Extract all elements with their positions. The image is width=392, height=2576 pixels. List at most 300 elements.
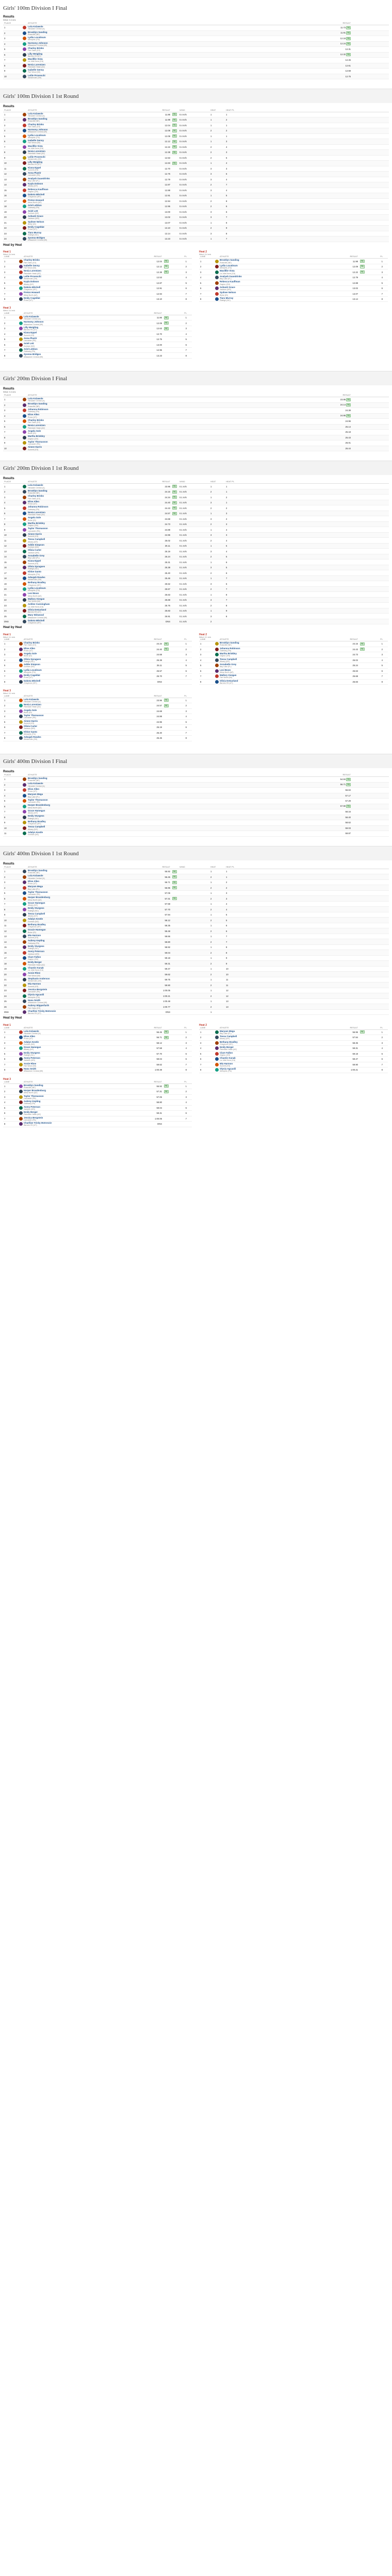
athlete-name-link[interactable]: Avery Peterson <box>28 950 45 953</box>
athlete-name-link[interactable]: Olyvia Agcaoili <box>28 993 44 996</box>
heat-row <box>3 725 192 731</box>
athlete-name-link[interactable]: Clare Fallon <box>220 1051 233 1054</box>
athlete-name-link[interactable]: Johanna Robinson <box>220 647 240 650</box>
athlete-name-link[interactable]: Aubrey Wipperfurth <box>28 1004 50 1007</box>
athlete-name-link[interactable]: Anna Plastir <box>28 172 41 174</box>
result-row <box>3 221 389 226</box>
athlete-name-link[interactable]: Adeajah Rowles <box>28 575 45 579</box>
athlete-name-link[interactable]: Aimee Harris <box>24 719 38 722</box>
athlete-name-link[interactable]: Hana Smith <box>28 998 41 1002</box>
wind-value: 0.4 m/s <box>179 205 187 208</box>
athlete-name-link[interactable]: Kayla Dobson <box>28 182 43 185</box>
athlete-name-link[interactable]: Zyonna Bridges <box>28 236 45 239</box>
athlete-name-link[interactable]: Lydia Locatinum <box>28 133 46 137</box>
athlete-name-link[interactable]: Martha Brinkley <box>28 521 45 524</box>
athlete-name-link[interactable]: Taylor Thomasson <box>28 798 48 801</box>
athlete-name-link[interactable]: Kiana Eppel <box>28 166 41 169</box>
wind-value: 0.1 m/s <box>179 512 187 515</box>
athlete-name-link[interactable]: Isabelle Genny <box>28 69 44 72</box>
results-table <box>3 484 389 624</box>
athlete-name-link[interactable]: Lola Kolawole <box>28 782 43 785</box>
athlete-name-link[interactable]: Jessica Bergstein <box>28 988 47 991</box>
result-time: 58.12 <box>156 1041 162 1044</box>
col-lane: LANE <box>4 311 10 314</box>
athlete-name-link[interactable]: Charllize Trinity McKenzie <box>28 1009 56 1012</box>
heat-value: 2 <box>210 490 212 494</box>
result-time: 12.68 <box>345 70 351 73</box>
athlete-name-link[interactable]: Adeajah Rowles <box>24 736 41 739</box>
athlete-name-link[interactable]: Tiara Murray <box>28 231 42 234</box>
athlete-name-link[interactable]: Taylor Thomasson <box>28 890 48 893</box>
result-time: 12.63 <box>165 162 170 165</box>
athlete-name-link[interactable]: Kiana Eppel <box>28 560 41 563</box>
athlete-cell <box>220 1046 328 1051</box>
athlete-name-link[interactable]: Olivia Spragues <box>24 657 41 660</box>
athlete-name-link[interactable]: Leilie Provenchi <box>24 275 41 278</box>
athlete-name-link[interactable]: Olivia Spragues <box>28 565 45 568</box>
team-logo-icon <box>19 1036 23 1039</box>
athlete-name-link[interactable]: Brooklyn Sanding <box>28 117 47 120</box>
result-time: 26.44 <box>345 447 351 450</box>
heat-place-value: 2 <box>226 506 227 510</box>
athlete-cell <box>28 177 136 182</box>
athlete-name-link[interactable]: Elise Allen <box>28 787 40 790</box>
athlete-name-link[interactable]: Elise Allen <box>24 1035 36 1038</box>
result-time: 12.91 <box>165 194 170 197</box>
lane-value: 2 <box>200 265 202 268</box>
athlete-team: Fair Oaks (CO) <box>28 497 41 500</box>
athlete-name-link[interactable]: Brooklyn Sanding <box>28 776 47 779</box>
athlete-name-link[interactable]: Anna Plastir <box>24 336 37 340</box>
lane-value: 3 <box>200 653 202 656</box>
athlete-name-link[interactable]: Johanna Robinson <box>28 505 48 509</box>
athlete-name-link[interactable]: Adalyn Kestle <box>24 1040 39 1043</box>
place-value: 15 <box>4 946 7 949</box>
lane-value: 7 <box>200 292 202 295</box>
athlete-name-link[interactable]: Mavilllie Vista <box>28 58 43 61</box>
athlete-name-link[interactable]: Chastin Kunak <box>28 966 44 969</box>
event-title: Girls' 200m Division I Final <box>0 371 392 385</box>
results-table <box>3 25 389 79</box>
athlete-name-link[interactable]: Kiana Eppel <box>24 331 37 334</box>
place-value: 26 <box>4 1005 7 1008</box>
athlete-name-link[interactable]: Emily Cogeldat <box>24 674 40 677</box>
athlete-cell <box>220 663 328 668</box>
team-logo-icon <box>19 286 23 290</box>
athlete-name-link[interactable]: Harmony Johnson <box>24 320 44 324</box>
team-logo-cell <box>18 648 24 651</box>
athlete-name-link[interactable]: Emily Berger <box>220 1046 234 1049</box>
athlete-name-link[interactable]: Dakota Mitchell <box>28 619 45 622</box>
result-time: 56.45 <box>156 1030 162 1033</box>
athlete-name-link[interactable]: Emily Sturgess <box>28 944 44 947</box>
result-time: 25.70 <box>156 675 162 678</box>
athlete-cell <box>28 815 136 820</box>
athlete-name-link[interactable]: Elise Allen <box>28 879 40 883</box>
athlete-name-link[interactable]: Dakota Mitchell <box>28 193 45 196</box>
athlete-name-link[interactable]: Bethany Bradley <box>28 581 46 584</box>
athlete-name-link[interactable]: Isabelle Genny <box>24 264 40 267</box>
athlete-name-link[interactable]: Charllize Trinity McKenzie <box>24 1122 52 1125</box>
result-value <box>136 409 353 412</box>
athlete-name-link[interactable]: Nevia Lorentzen <box>24 703 41 706</box>
athlete-name-link[interactable]: Mallory Keegan <box>28 597 45 600</box>
pb-cell <box>360 648 367 651</box>
athlete-name-link[interactable]: Avery Peterson <box>24 1057 41 1060</box>
athlete-name-link[interactable]: Leilie Provenchi <box>28 74 45 77</box>
pb-cell <box>172 162 179 165</box>
col-athlete: ATHLETE <box>24 1026 33 1029</box>
pb-cell <box>172 875 179 878</box>
result-time: 24.34 <box>156 642 162 646</box>
heat-value: 1 <box>210 946 212 949</box>
athlete-name-link[interactable]: Chastin Kunak <box>220 1057 236 1060</box>
wind-value: 0.4 m/s <box>179 210 187 213</box>
team-logo-icon <box>215 653 219 656</box>
team-logo-cell <box>21 436 28 439</box>
athlete-name-link[interactable]: Tiara Murray <box>220 296 234 299</box>
athlete-team: Hinsdale Central (IL) <box>24 1032 41 1035</box>
lane-value: 7 <box>4 675 6 678</box>
athlete-cell <box>28 777 136 782</box>
athlete-name-link[interactable]: Aimee Harris <box>28 532 42 535</box>
athlete-name-link[interactable]: Lilly Weigling <box>24 326 39 329</box>
athlete-name-link[interactable]: Rebecca Kauffman <box>28 188 48 191</box>
team-logo-icon <box>23 150 26 154</box>
athlete-name-link[interactable]: Lilly Weigling <box>28 52 43 55</box>
athlete-name-link[interactable]: Dakota Mitchell <box>24 285 41 289</box>
athlete-name-link[interactable]: Angela Sole <box>24 708 37 711</box>
athlete-name-link[interactable]: Isabelle Genny <box>28 139 44 142</box>
athlete-name-link[interactable]: Preton Howard <box>28 198 44 201</box>
result-time: 24.96 <box>156 720 162 723</box>
athlete-name-link[interactable]: Aubrey Kepling <box>28 939 45 942</box>
team-logo-icon <box>19 1030 23 1034</box>
athlete-name-link[interactable]: Aimee Harris <box>28 446 42 449</box>
lane-value: 2 <box>4 648 6 651</box>
athlete-name-link[interactable]: Rebecca Kauffman <box>220 280 240 283</box>
athlete-name-link[interactable]: Emily Sturgess <box>24 1051 40 1054</box>
athlete-name-link[interactable]: Brooklyn Sanding <box>220 259 239 262</box>
athlete-name-link[interactable]: Mia Harmon <box>28 934 41 937</box>
athlete-name-link[interactable]: Johanna Robinson <box>28 408 48 411</box>
athlete-team: La Jolla Nova (CA) <box>220 272 236 275</box>
athlete-name-link[interactable]: Nevia Lorentzen <box>28 511 45 514</box>
athlete-name-link[interactable]: Mavilllie Vista <box>220 269 235 273</box>
athlete-name-link[interactable]: Adalyn Kestle <box>28 831 43 834</box>
athlete-name-link[interactable]: Brooklyn Sanding <box>28 30 47 33</box>
athlete-name-link[interactable]: Nevia Lorentzen <box>24 269 41 273</box>
athlete-name-link[interactable]: Lexi Boon <box>28 592 39 595</box>
athlete-name-link[interactable]: Olivia DeGarland <box>220 679 238 682</box>
athlete-name-link[interactable]: Aviel Lett <box>28 209 38 212</box>
athlete-name-link[interactable]: Lydia Locatinum <box>28 36 46 39</box>
place-value: 3 <box>4 37 6 40</box>
place-value: 21 <box>4 593 7 596</box>
athlete-name-link[interactable]: Lola Kolawole <box>28 112 43 115</box>
athlete-name-link[interactable]: Aviel Lett <box>24 342 34 345</box>
athlete-name-link[interactable]: Khloe Ganto <box>28 570 42 573</box>
athlete-name-link[interactable]: Harmony Johnson <box>28 41 48 44</box>
pb-badge: PB <box>165 1090 168 1093</box>
athlete-name-link[interactable]: Zyonna Bridges <box>24 353 41 356</box>
athlete-name-link[interactable]: Harper Brandenburg <box>28 804 50 807</box>
athlete-name-link[interactable]: Charley Brinks <box>28 495 44 498</box>
athlete-team: Memphis (TN) <box>28 573 40 575</box>
result-time: 59.04 <box>156 1058 162 1061</box>
athlete-name-link[interactable]: Emily Berger <box>28 961 42 964</box>
athlete-name-link[interactable]: Ariel Lebhon <box>28 204 42 207</box>
athlete-name-link[interactable]: Maryam Mega <box>28 885 43 888</box>
athlete-name-link[interactable]: Mavilllie Vista <box>28 144 43 147</box>
athlete-name-link[interactable]: Annabelle Grey <box>28 554 45 557</box>
athlete-name-link[interactable]: Leilie Provenchi <box>28 155 45 158</box>
athlete-name-link[interactable]: Tessa Campbell <box>220 1035 237 1038</box>
col-lane: LANE <box>200 638 206 641</box>
athlete-name-link[interactable]: Nevia Lorentzen <box>28 150 45 152</box>
heat-place-value: 3 <box>185 653 187 656</box>
athlete-name-link[interactable]: Taylor Thomasson <box>28 527 48 530</box>
athlete-name-link[interactable]: Tessa Campbell <box>28 912 45 915</box>
heat-place-value: 5 <box>185 1106 187 1109</box>
athlete-name-link[interactable]: Hana Smith <box>24 1067 37 1071</box>
athlete-name-link[interactable]: Clare Fallon <box>28 955 41 958</box>
athlete-name-link[interactable]: Lydia Locatinum <box>24 668 42 671</box>
athlete-name-link[interactable]: Emily Berger <box>24 1111 38 1114</box>
pb-cell <box>164 1030 171 1033</box>
pb-badge: PB <box>347 778 350 781</box>
athlete-name-link[interactable]: Tessa Campbell <box>220 657 237 660</box>
pb-badge: PB <box>347 404 350 406</box>
athlete-name-link[interactable]: Preton Howard <box>24 291 40 294</box>
athlete-name-link[interactable]: Angela Sole <box>28 429 41 432</box>
athlete-name-link[interactable]: Charley Brinks <box>28 47 44 50</box>
athlete-name-link[interactable]: Grace Hamegan <box>28 901 45 904</box>
athlete-name-link[interactable]: Harper Brandenburg <box>28 896 50 899</box>
athlete-name-link[interactable]: Dakota Mitchell <box>24 679 41 682</box>
result-time: 57.70 <box>165 908 170 911</box>
athlete-name-link[interactable]: Grace Hamegan <box>24 1046 41 1049</box>
result-time: 25.02 <box>165 539 170 542</box>
athlete-name-link[interactable]: Charley Brinks <box>28 418 44 421</box>
athlete-name-link[interactable]: Harper Brandenburg <box>24 1089 46 1092</box>
athlete-team: Mesa North (AZ) <box>28 899 42 901</box>
athlete-name-link[interactable]: Brooklyn Sanding <box>28 869 47 872</box>
athlete-name-link[interactable]: Adalyn Kestle <box>28 918 43 921</box>
athlete-name-link[interactable]: Ashanti Grace <box>220 285 235 289</box>
athlete-name-link[interactable]: Lola Kolawole <box>24 698 39 701</box>
athlete-name-link[interactable]: Addie Simpson <box>24 663 40 666</box>
heat-place-value: 8 <box>226 604 227 607</box>
lane-value: 2 <box>4 1090 6 1093</box>
athlete-name-link[interactable]: Maryam Mega <box>220 1029 235 1032</box>
team-logo-cell <box>21 506 28 510</box>
athlete-name-link[interactable]: Angela Sole <box>24 652 37 655</box>
athlete-name-link[interactable]: Lola Kolawole <box>28 874 43 877</box>
athlete-name-link[interactable]: Brooklyn Sanding <box>24 1083 43 1087</box>
athlete-name-link[interactable]: Olivia DeGarland <box>28 608 46 611</box>
wind-value: 0.1 m/s <box>179 550 187 553</box>
athlete-name-link[interactable]: Grace Hamegan <box>28 809 45 812</box>
athlete-name-link[interactable]: Lydia Locatinum <box>220 264 238 267</box>
athlete-name-link[interactable]: Martha Brinkley <box>220 652 237 655</box>
athlete-name-link[interactable]: Annie Rhee <box>28 972 41 975</box>
athlete-name-link[interactable]: Mallory Keegan <box>220 674 237 677</box>
result-time: 11.98 <box>165 118 170 122</box>
athlete-name-link[interactable]: Avery Peterson <box>24 1105 41 1108</box>
athlete-name-link[interactable]: Bethany Bradley <box>28 820 46 823</box>
athlete-cell <box>28 226 136 231</box>
result-time: 24.96 <box>345 420 351 423</box>
col-result: RESULT <box>342 773 351 776</box>
wind-reading: Wind: 0.4 m/s <box>3 19 16 22</box>
result-time: 56.71 <box>165 881 170 884</box>
athlete-team: Summit (KS) <box>220 1064 231 1067</box>
athlete-name-link[interactable]: Aubrey Kepling <box>24 1100 41 1103</box>
athlete-name-link[interactable]: Taylor Thomasson <box>24 1094 44 1097</box>
athlete-name-link[interactable]: Mia Harmon <box>28 982 41 986</box>
heat-title: Heat 3 <box>3 307 11 310</box>
athlete-name-link[interactable]: Olivia Carter <box>28 549 42 552</box>
result-time: 13.23 <box>165 238 170 241</box>
heat-place-value: 3 <box>226 140 227 143</box>
result-time: 57.94 <box>165 913 170 917</box>
team-logo-cell <box>18 725 24 729</box>
athlete-name-link[interactable]: Taylor Thomasson <box>24 714 44 717</box>
athlete-name-link[interactable]: Gracie Hamegan <box>28 928 46 931</box>
athlete-name-link[interactable]: Sydnee Nelson <box>220 291 236 294</box>
athlete-name-link[interactable]: Tessa Campbell <box>28 825 45 828</box>
athlete-cell <box>28 1004 136 1009</box>
athlete-name-link[interactable]: Nevia Lorentzen <box>28 424 45 427</box>
athlete-name-link[interactable]: Nevia Lorentzen <box>28 63 45 66</box>
athlete-name-link[interactable]: Khloe Ganto <box>24 730 38 733</box>
athlete-name-link[interactable]: Lola Kolawole <box>28 25 43 28</box>
athlete-name-link[interactable]: Emily Sturgess <box>28 907 44 910</box>
team-logo-icon <box>23 447 26 450</box>
result-time: 12.61 <box>345 64 351 67</box>
result-time: 1:00.05 <box>155 1117 162 1120</box>
lane-value: 4 <box>4 276 6 279</box>
athlete-name-link[interactable]: Stephanie Anderson <box>28 977 50 980</box>
athlete-name-link[interactable]: Ariel Lebhon <box>24 347 38 350</box>
heat-place-value: 2 <box>185 321 187 325</box>
athlete-name-link[interactable]: Annabelle Grey <box>220 663 237 666</box>
athlete-name-link[interactable]: Sydnee Nelson <box>28 220 44 223</box>
athlete-name-link[interactable]: Brooklyn Sanding <box>220 641 239 645</box>
athlete-name-link[interactable]: Annie Rhee <box>24 1062 37 1065</box>
pb-badge: PB <box>165 260 168 262</box>
heat-row <box>199 291 388 297</box>
athlete-name-link[interactable]: Analyah Guandrinks <box>220 275 242 278</box>
athlete-name-link[interactable]: Lydia Locatinum <box>28 586 46 589</box>
team-logo-icon <box>23 156 26 160</box>
wind-value: 0.4 m/s <box>179 140 187 143</box>
athlete-name-link[interactable]: Analyah Guandrinks <box>28 177 50 180</box>
result-row <box>3 408 389 414</box>
athlete-name-link[interactable]: Elise Allen <box>28 413 40 416</box>
athlete-name-link[interactable]: Charley Brinks <box>28 123 44 126</box>
athlete-name-link[interactable]: Taylor Thomasson <box>28 440 48 443</box>
athlete-name-link[interactable]: Emily Sturgess <box>28 815 44 818</box>
athlete-team: Boise (ID) <box>28 223 36 225</box>
result-value <box>136 42 353 45</box>
athlete-name-link[interactable]: Charley Brinks <box>24 641 40 645</box>
team-logo-icon <box>19 354 23 358</box>
athlete-name-link[interactable]: Emily Cogeldat <box>24 296 40 299</box>
athlete-cell <box>28 581 136 586</box>
athlete-name-link[interactable]: Lola Kolawole <box>28 484 43 487</box>
athlete-name-link[interactable]: Martha Brinkley <box>28 435 45 438</box>
heat-place-value: 1 <box>381 260 383 263</box>
athlete-cell <box>28 145 136 150</box>
athlete-name-link[interactable]: Lilly Weigling <box>28 161 43 163</box>
athlete-name-link[interactable]: Addie Simpson <box>28 543 44 546</box>
heat-value: 2 <box>210 156 212 159</box>
athlete-name-link[interactable]: Tessa Campbell <box>28 538 45 541</box>
result-row <box>3 1004 389 1010</box>
athlete-name-link[interactable]: Angela Sole <box>28 516 41 519</box>
pb-badge: PB <box>165 699 168 702</box>
heat-place-value: 2 <box>381 648 383 651</box>
col-lane: LANE <box>4 255 10 258</box>
team-logo-cell <box>18 704 24 707</box>
athlete-name-link[interactable]: Lola Kolawole <box>28 397 43 400</box>
athlete-name-link[interactable]: Harmony Johnson <box>28 128 48 131</box>
athlete-name-link[interactable]: Maryam Mega <box>28 793 43 796</box>
athlete-name-link[interactable]: Elise Allen <box>28 500 40 503</box>
athlete-team: Westerville (OH) <box>28 76 42 79</box>
athlete-team: Milwaukee Central (WI) <box>28 1002 47 1004</box>
heat-value: 1 <box>210 593 212 596</box>
athlete-name-link[interactable]: Ashanti Grace <box>28 215 43 217</box>
athlete-name-link[interactable]: Elise Allen <box>24 647 36 650</box>
athlete-name-link[interactable]: Lola Kolawole <box>24 1029 39 1032</box>
heat-value: 1 <box>210 935 212 938</box>
athlete-name-link[interactable]: Brooklyn Sanding <box>28 489 47 492</box>
heat-place-value: 1 <box>185 1084 187 1088</box>
athlete-team: Mesa North (AZ) <box>28 201 42 204</box>
athlete-name-link[interactable]: Jessica Bergstein <box>24 1116 43 1119</box>
athlete-name-link[interactable]: Emily Cogeldat <box>28 226 44 228</box>
team-logo-icon <box>23 232 26 235</box>
result-time: 12.22 <box>165 145 170 148</box>
result-time: 24.86 <box>340 414 346 417</box>
athlete-name-link[interactable]: Kayla Dobson <box>24 280 39 283</box>
athlete-name-link[interactable]: Bethany Bradley <box>28 923 46 926</box>
athlete-name-link[interactable]: Lexi Boon <box>220 668 231 671</box>
athlete-name-link[interactable]: Bethany Bradley <box>220 1040 238 1043</box>
heat-value: 2 <box>210 929 212 933</box>
team-logo-icon <box>23 528 26 532</box>
pb-badge: PB <box>173 897 176 900</box>
result-row <box>3 74 389 80</box>
athlete-cell <box>28 74 136 79</box>
athlete-name-link[interactable]: Mary Winwood <box>28 614 44 617</box>
athlete-name-link[interactable]: Ashlee Cunningham <box>28 603 50 606</box>
athlete-name-link[interactable]: Olyvia Agcaoili <box>220 1067 236 1071</box>
place-value: 9 <box>4 528 6 531</box>
heat-value: 1 <box>210 496 212 499</box>
athlete-name-link[interactable]: Lola Kolawole <box>24 315 39 318</box>
athlete-name-link[interactable]: Olivia Carter <box>24 725 38 728</box>
athlete-name-link[interactable]: Charley Brinks <box>24 259 40 262</box>
athlete-cell <box>28 880 136 885</box>
athlete-name-link[interactable]: Mia Harmon <box>220 1062 233 1065</box>
team-logo-icon <box>23 935 26 938</box>
athlete-name-link[interactable]: Brooklyn Sanding <box>28 402 47 405</box>
place-value: 2 <box>4 31 6 35</box>
